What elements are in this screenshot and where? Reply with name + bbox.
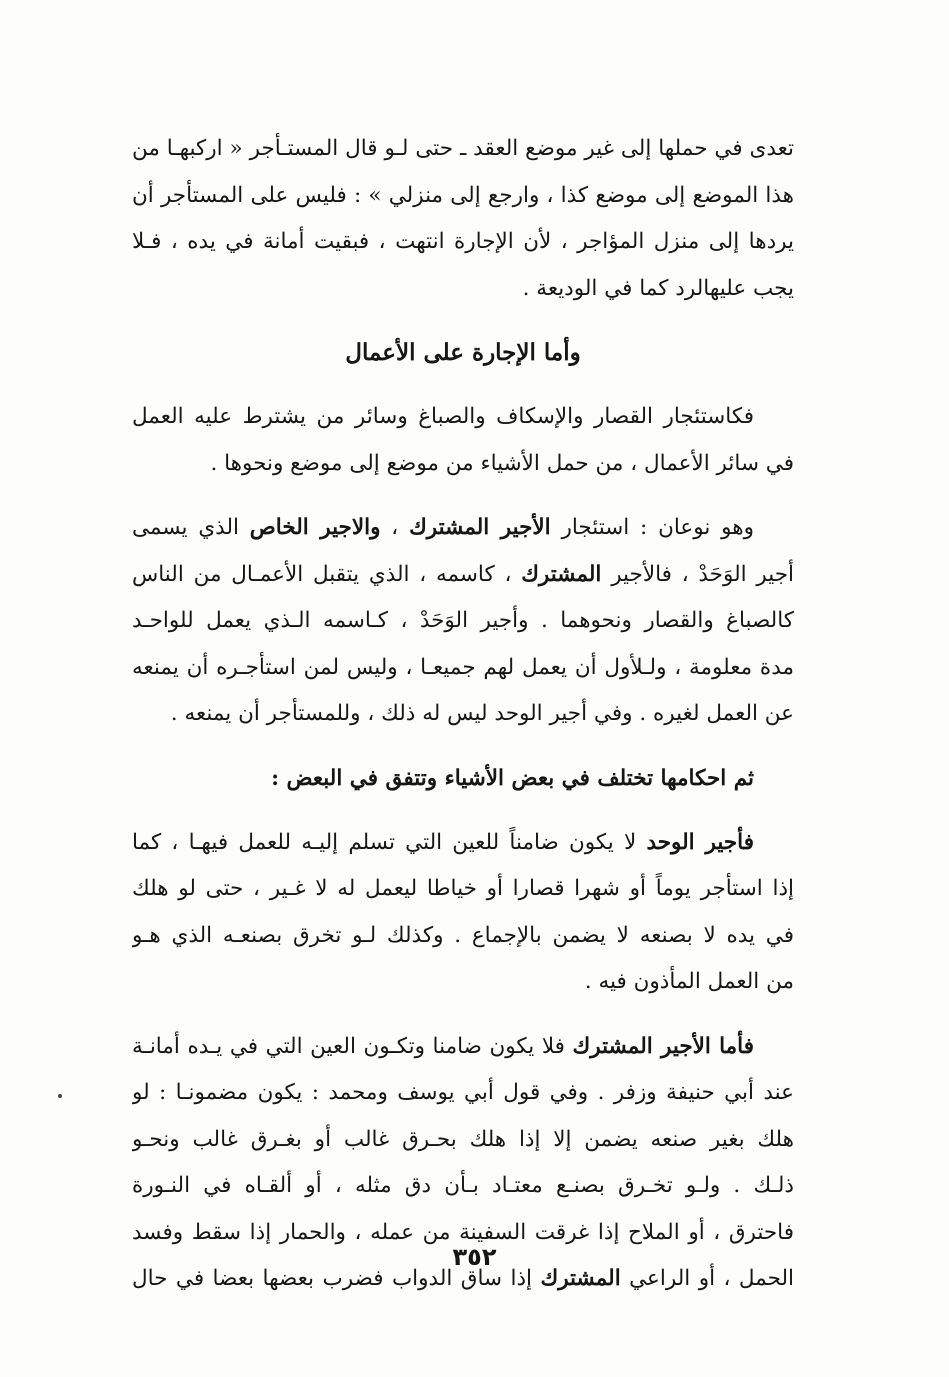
text-line: هذا الموضع إلى موضع كذا ، وارجع إلى منزلي » : فليس على المستأجر أن bbox=[132, 182, 794, 208]
paragraph-private-worker bbox=[132, 820, 794, 1006]
paragraph-types bbox=[132, 505, 794, 738]
term-common: المشترك bbox=[540, 1266, 621, 1291]
text-line: كالصباغ والقصار ونحوهما . وأجير الوَحَدْ ، كـاسمه الـذي يعمل للواحـد bbox=[132, 608, 794, 633]
text-line: فأما الأجير المشترك فلا يكون ضامنا وتكـون العين التي في يـده أمانـة bbox=[132, 1033, 754, 1059]
text-line: مدة معلومة ، ولـلأول أن يعمل لهم جميعـا ، وليس لمن استأجـره أن يمنعه bbox=[132, 654, 794, 680]
text-line: في سائر الأعمال ، من حمل الأشياء من موضع إلى موضع ونحوها . bbox=[210, 450, 794, 476]
page-number: ٣٥٢ bbox=[452, 1243, 497, 1271]
term-private-worker: والاجير الخاص bbox=[249, 515, 381, 540]
scan-speck bbox=[58, 1094, 62, 1098]
text-line: ذلـك . ولـو تخـرق بصنـع معتـاد بـأن دق مثله ، أو ألقـاه في النـورة bbox=[132, 1173, 794, 1198]
text-line: فأجير الوحد لا يكون ضامناً للعين التي تسلم إليـه للعمل فيهـا ، كما bbox=[132, 829, 754, 855]
text-line: من العمل المأذون فيه . bbox=[584, 969, 794, 994]
text-line: يجب عليهالرد كما في الوديعة . bbox=[522, 275, 794, 301]
text-line: تعدى في حملها إلى غير موضع العقد ـ حتى لـو قال المستـأجر « اركبهـا من bbox=[132, 136, 794, 161]
term-common-worker: فأما الأجير المشترك bbox=[572, 1033, 754, 1059]
page-body bbox=[132, 126, 794, 1321]
text-line: عن العمل لغيره . وفي أجير الوحد ليس له ذلك ، وللمستأجر أن يمنعه . bbox=[170, 701, 794, 726]
paragraph-continuation bbox=[132, 126, 794, 312]
subsection-heading: ثم احكامها تختلف في بعض الأشياء وتتفق في البعض : bbox=[271, 765, 754, 791]
text-line: هلك بغير صنعه يضمن إلا إذا هلك بحـرق غالب أو بغـرق غالب ونحـو bbox=[132, 1126, 794, 1152]
section-heading: وأما الإجارة على الأعمال bbox=[345, 339, 581, 366]
text-line: إذا استأجر يوماً أو شهرا قصارا أو خياطا ليعمل له لا غـير ، حتى لو هلك bbox=[132, 876, 794, 901]
term-private-worker: فأجير الوحد bbox=[646, 829, 754, 855]
text-line: يردها إلى منزل المؤاجر ، لأن الإجارة انتهت ، فبقيت أمانة في يده ، فـلا bbox=[132, 229, 794, 254]
term-common: المشترك bbox=[521, 561, 602, 587]
text-line: فكاستئجار القصار والإسكاف والصباغ وسائر من يشترط عليه العمل bbox=[132, 404, 754, 429]
text-line: فاحترق ، أو الملاح إذا غرقت السفينة من عمله ، والحمار إذا سقط وفسد bbox=[132, 1219, 794, 1245]
text-line: وهو نوعان : استئجار الأجير المشترك ، والاجير الخاص الذي يسمى bbox=[132, 515, 754, 540]
text-line: أجير الوَحَدْ ، فالأجير المشترك ، كاسمه ، الذي يتقبل الأعمـال من الناس bbox=[132, 561, 794, 587]
text-line: عند أبي حنيفة وزفر . وفي قول أبي يوسف ومحمد : يكون مضمونـا : لو bbox=[132, 1080, 794, 1105]
paragraph-definition bbox=[132, 394, 794, 487]
text-line: الحمل ، أو الراعي المشترك إذا ساق الدواب فضرب بعضها بعضا في حال bbox=[132, 1266, 794, 1291]
text-line: في يده لا بصنعه لا يضمن بالإجماع . وكذلك لـو تخرق بصنعـه الذي هـو bbox=[132, 922, 794, 948]
term-common-worker: الأجير المشترك bbox=[409, 515, 551, 540]
